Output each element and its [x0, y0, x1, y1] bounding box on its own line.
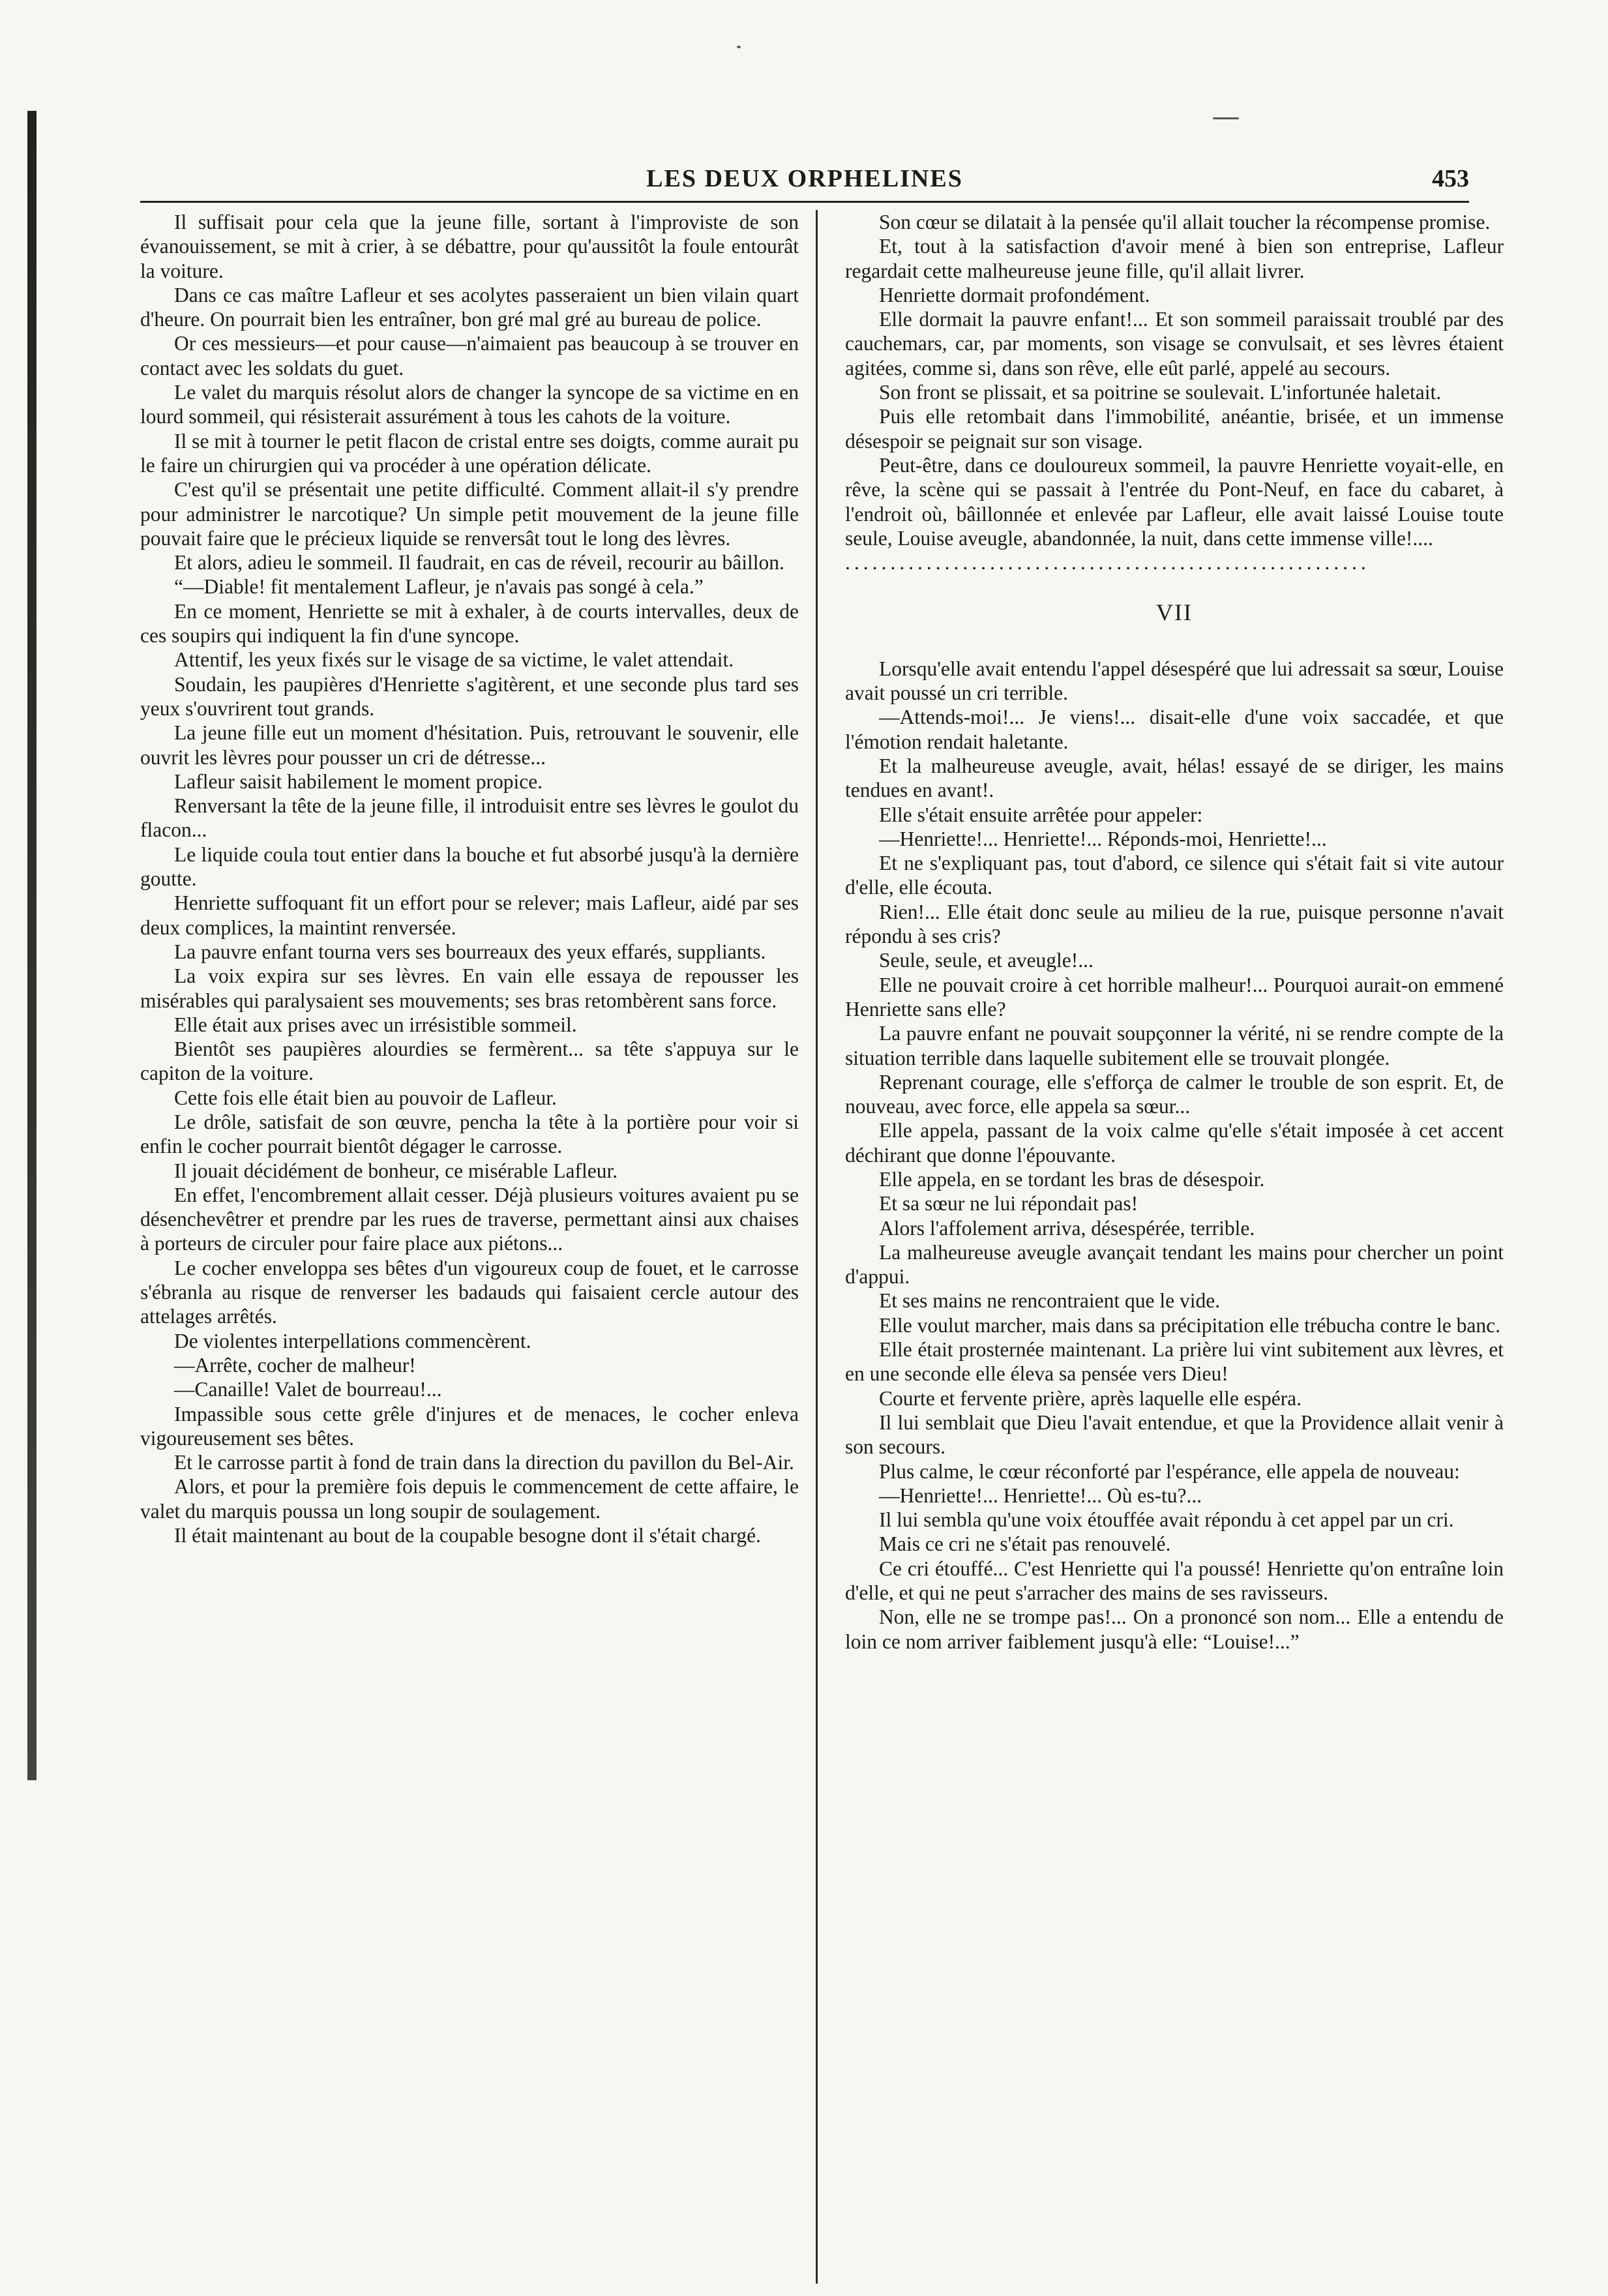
paragraph: Rien!... Elle était donc seule au milieu de la rue, puisque personne n'avait répondu à ses cris? [845, 900, 1504, 948]
paragraph: La voix expira sur ses lèvres. En vain elle essaya de repousser les misérables qui paralysaient ses mouvements; ses bras retombèrent sans force. [140, 964, 799, 1012]
paragraph: La pauvre enfant tourna vers ses bourreaux des yeux effarés, suppliants. [174, 940, 766, 963]
paragraph: Le cocher enveloppa ses bêtes d'un vigoureux coup de fouet, et le carrosse s'ébranla au risque de renverser les badauds qui faisaient cercle autour des attelages arrêtés. [140, 1256, 799, 1328]
paragraph: —Henriette!... Henriette!... Où es-tu?... [879, 1483, 1202, 1507]
paragraph: Elle s'était ensuite arrêtée pour appeler: [879, 803, 1203, 826]
paragraph: Il lui semblait que Dieu l'avait entendue, et que la Providence allait venir à son secours. [845, 1410, 1504, 1459]
paragraph: Peut-être, dans ce douloureux sommeil, la pauvre Henriette voyait-elle, en rêve, la scène qui se passait à l'entrée du Pont-Neuf, en face du cabaret, à l'endroit où, bâillonnée et enlevée par Lafleur, elle avait laissé Louise toute seule, Louise aveugle, abandonnée, la nuit, dans cette immense ville!.... [845, 453, 1504, 550]
paragraph: —Henriette!... Henriette!... Réponds-moi, Henriette!... [879, 827, 1327, 850]
paragraph: Le drôle, satisfait de son œuvre, pencha la tête à la portière pour voir si enfin le cocher pourrait bientôt dégager le carrosse. [140, 1110, 799, 1158]
paragraph: Reprenant courage, elle s'efforça de calmer le trouble de son esprit. Et, de nouveau, avec force, elle appela sa sœur... [845, 1070, 1504, 1118]
paragraph: Dans ce cas maître Lafleur et ses acolytes passeraient un bien vilain quart d'heure. On pourrait bien les entraîner, bon gré mal gré au bureau de police. [140, 283, 799, 331]
paragraph: Bientôt ses paupières alourdies se fermèrent... sa tête s'appuya sur le capiton de la voiture. [140, 1037, 799, 1085]
paragraph: Et le carrosse partit à fond de train dans la direction du pavillon du Bel-Air. [174, 1451, 794, 1474]
paragraph: Et la malheureuse aveugle, avait, hélas! essayé de se diriger, les mains tendues en avant!. [845, 754, 1504, 802]
chapter-heading: VII [1156, 599, 1193, 626]
right-column-before [845, 210, 1504, 550]
right-column-after [845, 657, 1504, 1654]
paragraph: Son cœur se dilatait à la pensée qu'il allait toucher la récompense promise. [879, 211, 1491, 233]
paragraph: Elle était aux prises avec un irrésistible sommeil. [174, 1013, 577, 1036]
paragraph: Et ne s'expliquant pas, tout d'abord, ce silence qui s'était fait si vite autour d'elle, elle écouta. [845, 852, 1504, 899]
print-speck [1213, 117, 1239, 119]
paragraph: Alors, et pour la première fois depuis le commencement de cette affaire, le valet du marquis poussa un long soupir de soulagement. [140, 1475, 799, 1523]
paragraph: Or ces messieurs—et pour cause—n'aimaient pas beaucoup à se trouver en contact avec les soldats du guet. [140, 332, 799, 380]
paragraph: En effet, l'encombrement allait cesser. Déjà plusieurs voitures avaient pu se désenchevêtrer et prendre par les rues de traverse, permettant ainsi aux chaises à porteurs de circuler pour faire place aux piétons... [140, 1183, 799, 1255]
running-title: LES DEUX ORPHELINES [646, 165, 963, 192]
paragraph: De violentes interpellations commencèrent. [174, 1329, 531, 1352]
paragraph: La pauvre enfant ne pouvait soupçonner la vérité, ni se rendre compte de la situation terrible dans laquelle subitement elle se trouvait plongée. [845, 1022, 1504, 1069]
binding-margin-mark [27, 111, 37, 1780]
paragraph: Mais ce cri ne s'était pas renouvelé. [879, 1532, 1171, 1556]
paragraph: Plus calme, le cœur réconforté par l'espérance, elle appela de nouveau: [879, 1459, 1460, 1483]
paragraph: La malheureuse aveugle avançait tendant les mains pour chercher un point d'appui. [845, 1240, 1504, 1289]
page-header [140, 164, 1469, 196]
header-rule [140, 201, 1469, 203]
paragraph: Alors l'affolement arriva, désespérée, terrible. [879, 1216, 1255, 1240]
paragraph: Courte et fervente prière, après laquelle elle espéra. [879, 1386, 1302, 1410]
paragraph: La jeune fille eut un moment d'hésitation. Puis, retrouvant le souvenir, elle ouvrit les lèvres pour pousser un cri de détresse... [140, 721, 799, 769]
paragraph: Elle voulut marcher, mais dans sa précipitation elle trébucha contre le banc. [879, 1313, 1500, 1337]
paragraph: Et sa sœur ne lui répondait pas! [879, 1192, 1139, 1215]
paragraph: Elle appela, en se tordant les bras de désespoir. [879, 1167, 1265, 1191]
paragraph: Elle était prosternée maintenant. La prière lui vint subitement aux lèvres, et en une seconde elle éleva sa pensée vers Dieu! [845, 1338, 1504, 1386]
paragraph: Elle appela, passant de la voix calme qu'elle s'était imposée à cet accent déchirant que donne l'épouvante. [845, 1119, 1504, 1167]
paragraph: Non, elle ne se trompe pas!... On a prononcé son nom... Elle a entendu de loin ce nom arriver faiblement jusqu'à elle: “Louise!...” [845, 1605, 1504, 1653]
paragraph: —Attends-moi!... Je viens!... disait-elle d'une voix saccadée, et que l'émotion rendait haletante. [845, 706, 1504, 753]
paragraph: Il était maintenant au bout de la coupable besogne dont il s'était chargé. [174, 1524, 761, 1547]
paragraph: Soudain, les paupières d'Henriette s'agitèrent, et une seconde plus tard ses yeux s'ouvrirent tout grands. [140, 672, 799, 720]
paragraph: C'est qu'il se présentait une petite difficulté. Comment allait-il s'y prendre pour administrer le narcotique? Un simple petit mouvement de la jeune fille pouvait faire que le précieux liquide se renversât tout le long des lèvres. [140, 478, 799, 550]
paragraph: Impassible sous cette grêle d'injures et de menaces, le cocher enleva vigoureusement ses bêtes. [140, 1402, 799, 1450]
right-column [845, 210, 1504, 1654]
paragraph: Elle dormait la pauvre enfant!... Et son sommeil paraissait troublé par des cauchemars, car, par moments, son visage se convulsait, et ses lèvres étaient agitées, comme si, dans son rêve, elle eût parlé, appelé au secours. [845, 308, 1504, 380]
paragraph: Seule, seule, et aveugle!... [879, 949, 1094, 972]
paragraph: —Canaille! Valet de bourreau!... [174, 1378, 442, 1401]
paragraph: Il se mit à tourner le petit flacon de cristal entre ses doigts, comme aurait pu le faire un chirurgien qui va procéder à une opération délicate. [140, 429, 799, 477]
left-column [140, 210, 799, 1547]
paragraph: Le valet du marquis résolut alors de changer la syncope de sa victime en en lourd sommeil, qui résisterait assurément à tous les cahots de la voiture. [140, 381, 799, 428]
paragraph: “—Diable! fit mentalement Lafleur, je n'avais pas songé à cela.” [174, 575, 704, 599]
dotted-separator: .......................................................... [845, 551, 1370, 574]
paragraph: Ce cri étouffé... C'est Henriette qui l'a poussé! Henriette qu'on entraîne loin d'elle, et qui ne peut s'arracher des mains de ses ravisseurs. [845, 1557, 1504, 1605]
paragraph: Lorsqu'elle avait entendu l'appel désespéré que lui adressait sa sœur, Louise avait poussé un cri terrible. [845, 657, 1504, 705]
paragraph: Puis elle retombait dans l'immobilité, anéantie, brisée, et un immense désespoir se peignait sur son visage. [845, 405, 1504, 453]
paragraph: Henriette suffoquant fit un effort pour se relever; mais Lafleur, aidé par ses deux complices, la maintint renversée. [140, 891, 799, 939]
paragraph: Elle ne pouvait croire à cet horrible malheur!... Pourquoi aurait-on emmené Henriette sans elle? [845, 973, 1504, 1021]
paragraph: Et ses mains ne rencontraient que le vide. [879, 1289, 1221, 1313]
paragraph: Il jouait décidément de bonheur, ce misérable Lafleur. [174, 1159, 618, 1182]
paragraph: Il suffisait pour cela que la jeune fille, sortant à l'improviste de son évanouissement, se mit à crier, à se débattre, pour qu'aussitôt la foule entourât la voiture. [140, 211, 799, 282]
column-divider [816, 210, 818, 2284]
paragraph: Lafleur saisit habilement le moment propice. [174, 769, 543, 793]
page-number: 453 [1432, 165, 1469, 192]
paragraph: Cette fois elle était bien au pouvoir de Lafleur. [174, 1086, 557, 1109]
paragraph: En ce moment, Henriette se mit à exhaler, à de courts intervalles, deux de ces soupirs qui indiquent la fin d'une syncope. [140, 599, 799, 648]
paragraph: —Arrête, cocher de malheur! [174, 1353, 416, 1377]
paragraph: Et alors, adieu le sommeil. Il faudrait, en cas de réveil, recourir au bâillon. [174, 551, 784, 574]
paragraph: Le liquide coula tout entier dans la bouche et fut absorbé jusqu'à la dernière goutte. [140, 842, 799, 891]
paragraph: Et, tout à la satisfaction d'avoir mené à bien son entreprise, Lafleur regardait cette malheureuse jeune fille, qu'il allait livrer. [845, 235, 1504, 282]
paragraph: Il lui sembla qu'une voix étouffée avait répondu à cet appel par un cri. [879, 1508, 1454, 1532]
paragraph: Son front se plissait, et sa poitrine se soulevait. L'infortunée haletait. [879, 381, 1442, 404]
paragraph: Attentif, les yeux fixés sur le visage de sa victime, le valet attendait. [174, 648, 734, 672]
print-speck [737, 46, 741, 48]
paragraph: Henriette dormait profondément. [879, 283, 1150, 306]
paragraph: Renversant la tête de la jeune fille, il introduisit entre ses lèvres le goulot du flacon... [140, 794, 799, 842]
